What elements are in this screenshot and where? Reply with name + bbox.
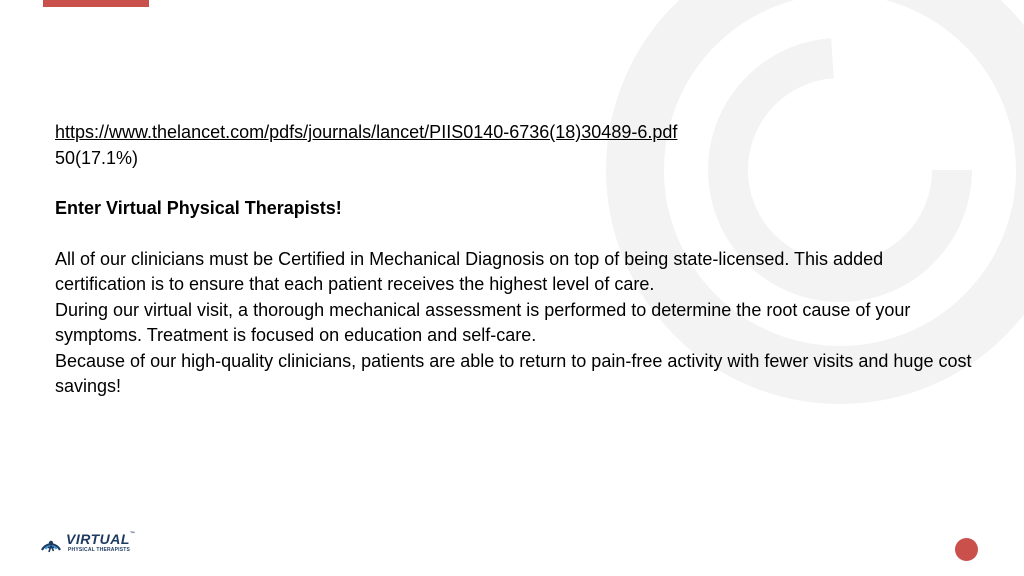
paragraph-savings: Because of our high-quality clinicians, patients are able to return to pain-free activity with fewer visits and huge cost savings!	[55, 350, 972, 396]
logo-wordmark: VIRTUAL™	[66, 531, 136, 547]
stat-text: 50(17.1%)	[55, 147, 139, 168]
paragraph-certification: All of our clinicians must be Certified in Mechanical Diagnosis on top of being state-licensed. This added certification is to ensure that each patient receives the highest level of care.	[55, 248, 884, 294]
signal-person-icon	[38, 532, 64, 558]
red-dot-marker	[955, 538, 978, 561]
slide-heading: Enter Virtual Physical Therapists!	[55, 198, 342, 218]
slide-content	[55, 120, 975, 400]
top-accent-bar	[43, 0, 149, 7]
paragraph-assessment: During our virtual visit, a thorough mechanical assessment is performed to determine the root cause of your symptoms. Treatment is focused on education and self-care.	[55, 299, 911, 345]
virtual-pt-logo	[38, 530, 138, 560]
logo-subtitle: PHYSICAL THERAPISTS	[68, 547, 131, 553]
lancet-link[interactable]: https://www.thelancet.com/pdfs/journals/lancet/PIIS0140-6736(18)30489-6.pdf	[55, 122, 678, 142]
